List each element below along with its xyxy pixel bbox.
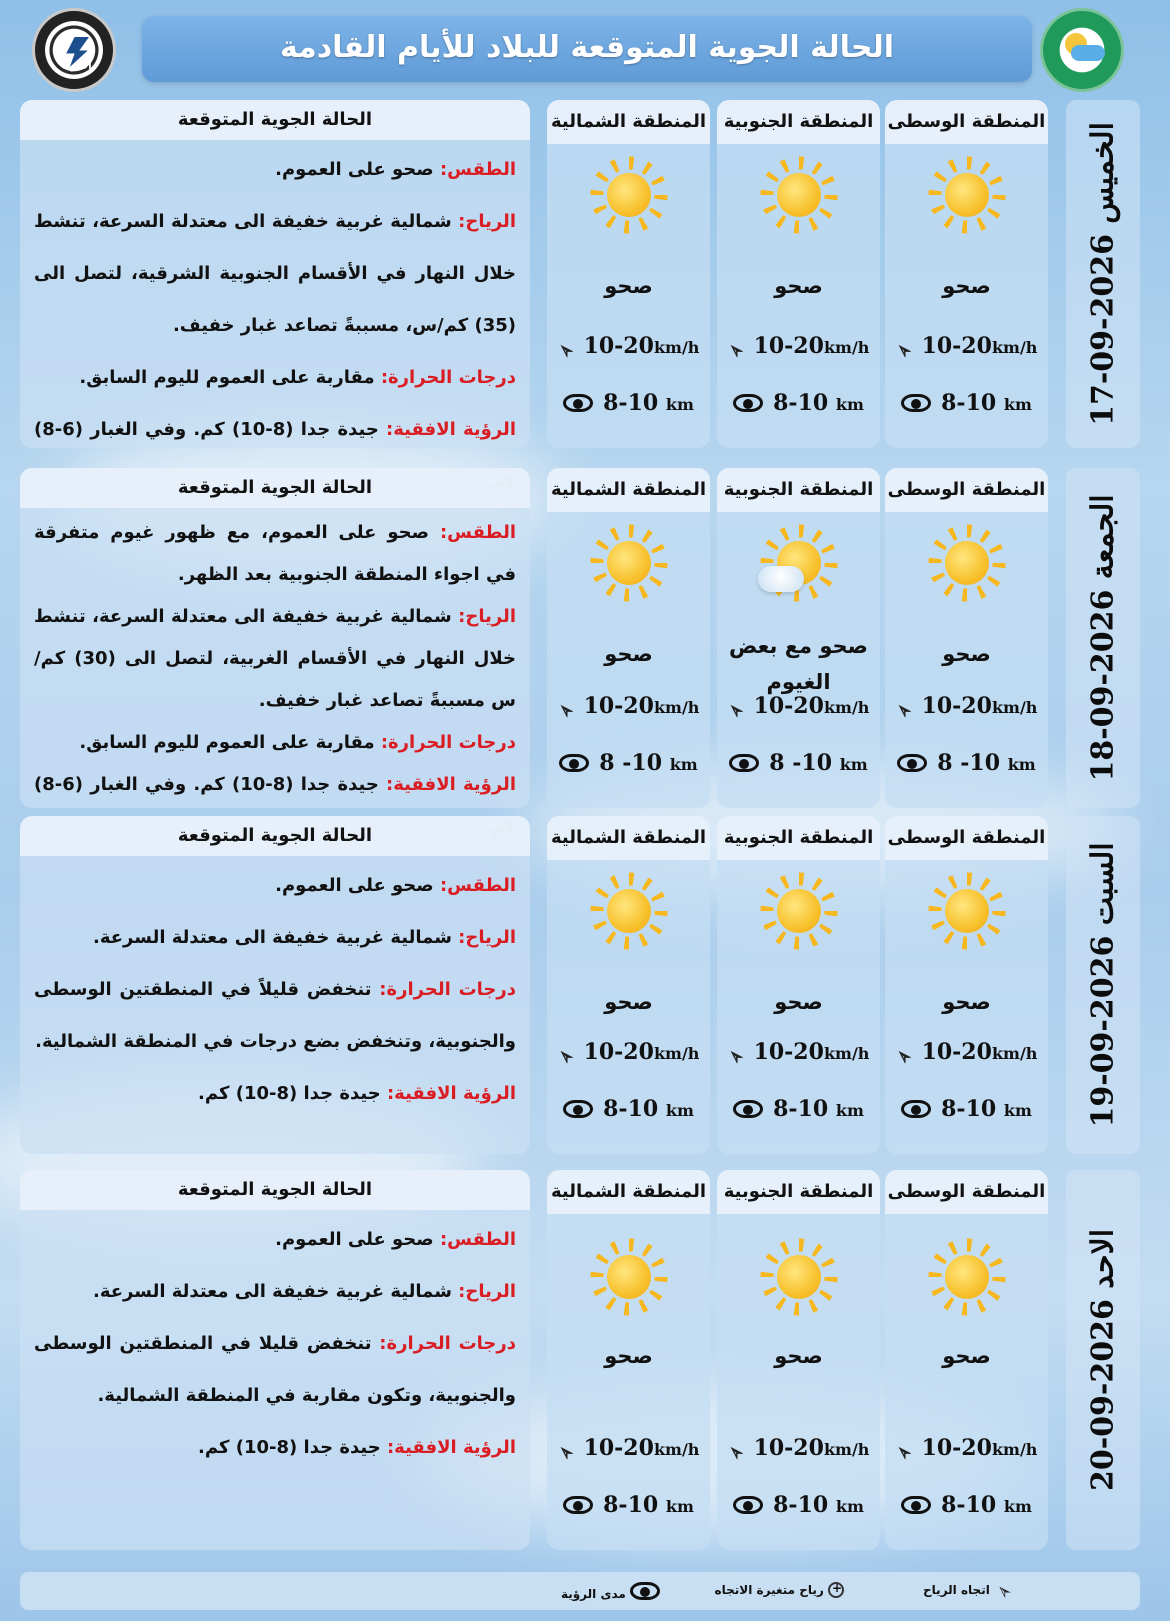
wind-arrow-icon (728, 335, 746, 353)
wind-arrow-icon (728, 1437, 746, 1455)
forecast-paragraph: درجات الحرارة: مقاربة على العموم لليوم السابق. (79, 367, 516, 388)
wind-speed: ➢10-20km/h (547, 693, 710, 719)
sun-icon (590, 1238, 668, 1316)
forecast-paragraph: الطقس: صحو على العموم، مع ظهور غيوم متفرقة في اجواء المنطقة الجنوبية بعد الظهر. (34, 522, 516, 585)
region-title: المنطقة الشمالية (547, 816, 710, 860)
wind-speed: ➢10-20km/h (717, 1435, 880, 1461)
region-northern (547, 1170, 710, 1550)
forecast-paragraph: الرياح: شمالية غربية خفيفة الى معتدلة السرعة. (93, 927, 516, 948)
visibility: 8-10 km (717, 1492, 880, 1518)
wind-arrow-icon (896, 1437, 914, 1455)
forecast-paragraph: الطقس: صحو على العموم. (275, 1229, 516, 1250)
eye-icon (901, 394, 931, 412)
condition-text: صحو (942, 642, 991, 666)
wind-arrow-icon (558, 1041, 576, 1059)
visibility: 8-10 km (885, 1096, 1048, 1122)
forecast-paragraph: الرياح: شمالية غربية خفيفة الى معتدلة السرعة، تنشط خلال النهار في الأقسام الغربية، لتصل الى (30) كم/س مسببةً تصاعد غبار خفيف. (34, 606, 517, 711)
region-title: المنطقة الشمالية (547, 1170, 710, 1214)
visibility: 8-10 km (547, 1492, 710, 1518)
eye-icon (733, 394, 763, 412)
eye-icon (901, 1100, 931, 1118)
wind-arrow-icon (558, 695, 576, 713)
date-label: الجمعة 2026-09-18 (1066, 468, 1140, 808)
legend (20, 1572, 1140, 1610)
sun-icon (928, 1238, 1006, 1316)
region-southern (717, 816, 880, 1154)
condition-text: صحو (774, 274, 823, 298)
logo-cloud-icon (1071, 45, 1105, 61)
description-title: الحالة الجوية المتوقعة (20, 468, 530, 508)
forecast-paragraph: درجات الحرارة: تنخفض قليلا في المنطقتين الوسطى والجنوبية، وتكون مقاربة في المنطقة الشمالية. (34, 1333, 517, 1406)
region-title: المنطقة الشمالية (547, 468, 710, 512)
forecast-description (20, 468, 530, 808)
day-block (20, 468, 1140, 808)
eye-icon (897, 754, 927, 772)
eye-icon (630, 1582, 660, 1600)
sun-icon (928, 524, 1006, 602)
region-title: المنطقة الوسطى (885, 100, 1048, 144)
logo-text: الأنواء (62, 61, 92, 72)
region-southern (717, 468, 880, 808)
eye-icon (563, 1100, 593, 1118)
region-central (885, 1170, 1048, 1550)
forecast-paragraph: الرؤية الافقية: جيدة جدا (8-10) كم. وفي الغبار (6-8) (34, 774, 516, 795)
visibility: 8 -10 km (885, 750, 1048, 776)
description-title: الحالة الجوية المتوقعة (20, 816, 530, 856)
eye-icon (901, 1496, 931, 1514)
visibility: 8 -10 km (717, 750, 880, 776)
eye-icon (729, 754, 759, 772)
wind-speed: ➢10-20km/h (885, 1435, 1048, 1461)
wind-arrow-icon (558, 335, 576, 353)
wind-speed: ➢10-20km/h (547, 333, 710, 359)
condition-text: صحو (604, 642, 653, 666)
region-title: المنطقة الشمالية (547, 100, 710, 144)
visibility: 8-10 km (885, 390, 1048, 416)
region-title: المنطقة الوسطى (885, 468, 1048, 512)
forecast-paragraph: الطقس: صحو على العموم. (275, 159, 516, 180)
sun-icon (760, 872, 838, 950)
sun-icon (928, 872, 1006, 950)
region-central (885, 468, 1048, 808)
region-southern (717, 100, 880, 448)
day-block (20, 816, 1140, 1154)
sun-icon (590, 872, 668, 950)
forecast-paragraph: الطقس: صحو على العموم. (275, 875, 516, 896)
eye-icon (733, 1496, 763, 1514)
wind-speed: ➢10-20km/h (717, 333, 880, 359)
condition-text: صحو (942, 274, 991, 298)
description-title: الحالة الجوية المتوقعة (20, 1170, 530, 1210)
sun-icon (928, 156, 1006, 234)
compass-icon (828, 1582, 844, 1598)
region-northern (547, 816, 710, 1154)
wind-speed: ➢10-20km/h (547, 1039, 710, 1065)
forecast-paragraph: درجات الحرارة: تنخفض قليلاً في المنطقتين الوسطى والجنوبية، وتنخفض بضع درجات في المنطقة الشمالية. (34, 979, 517, 1052)
forecast-paragraph: الرؤية الافقية: جيدة جدا (8-10) كم. وفي الغبار (6-8) (34, 419, 516, 440)
condition-text: صحو (774, 990, 823, 1014)
visibility: 8-10 km (885, 1492, 1048, 1518)
condition-text: صحو (942, 990, 991, 1014)
forecast-description (20, 100, 530, 448)
condition-text: صحو (604, 274, 653, 298)
wind-speed: ➢10-20km/h (547, 1435, 710, 1461)
region-northern (547, 100, 710, 448)
eye-icon (559, 754, 589, 772)
eye-icon (563, 1496, 593, 1514)
condition-text: صحو (942, 1344, 991, 1368)
region-title: المنطقة الجنوبية (717, 1170, 880, 1214)
legend-wind-direction: ➢ اتجاه الرياح (923, 1582, 1020, 1600)
condition-text: صحو (604, 990, 653, 1014)
sun-icon (760, 156, 838, 234)
meteorology-logo (32, 8, 116, 92)
wind-speed: ➢10-20km/h (885, 1039, 1048, 1065)
eye-icon (733, 1100, 763, 1118)
date-label: السبت 2026-09-19 (1066, 816, 1140, 1154)
visibility: 8-10 km (547, 390, 710, 416)
wind-speed: ➢10-20km/h (717, 693, 880, 719)
region-northern (547, 468, 710, 808)
wind-arrow-icon (558, 1437, 576, 1455)
forecast-paragraph: الرياح: شمالية غربية خفيفة الى معتدلة السرعة، تنشط خلال النهار في الأقسام الجنوبية الشرقية، لتصل الى (35) كم/س، مسببةً تصاعد غبار خفيف. (34, 211, 516, 336)
region-title: المنطقة الجنوبية (717, 468, 880, 512)
forecast-description (20, 816, 530, 1154)
forecast-paragraph: الرؤية الافقية: جيدة جدا (8-10) كم. (198, 1083, 516, 1104)
date-label: الاحد 2026-09-20 (1066, 1170, 1140, 1550)
visibility: 8-10 km (547, 1096, 710, 1122)
wind-arrow-icon (896, 335, 914, 353)
sun-icon (590, 524, 668, 602)
region-central (885, 100, 1048, 448)
visibility: 8-10 km (717, 390, 880, 416)
wind-speed: ➢10-20km/h (717, 1039, 880, 1065)
forecast-paragraph: درجات الحرارة: مقاربة على العموم لليوم السابق. (79, 732, 516, 753)
sun-cloud-icon (760, 524, 838, 602)
wind-arrow-icon (728, 695, 746, 713)
legend-variable-wind: + رياح متغيرة الاتجاه (715, 1582, 850, 1598)
day-block (20, 1170, 1140, 1550)
wind-arrow-icon (994, 1582, 1012, 1600)
legend-visibility: مدى الرؤية (561, 1582, 670, 1601)
forecast-description (20, 1170, 530, 1550)
sun-icon (590, 156, 668, 234)
date-label: الخميس 2026-09-17 (1066, 100, 1140, 448)
region-title: المنطقة الوسطى (885, 1170, 1048, 1214)
page-title: الحالة الجوية المتوقعة للبلاد للأيام القادمة (142, 16, 1032, 82)
visibility: 8-10 km (717, 1096, 880, 1122)
sun-icon (760, 1238, 838, 1316)
region-title: المنطقة الوسطى (885, 816, 1048, 860)
condition-text: صحو (774, 1344, 823, 1368)
condition-text: صحو (604, 1344, 653, 1368)
region-title: المنطقة الجنوبية (717, 100, 880, 144)
wind-speed: ➢10-20km/h (885, 693, 1048, 719)
wind-speed: ➢10-20km/h (885, 333, 1048, 359)
forecast-paragraph: الرؤية الافقية: جيدة جدا (8-10) كم. (198, 1437, 516, 1458)
forecast-paragraph: الرياح: شمالية غربية خفيفة الى معتدلة السرعة. (93, 1281, 516, 1302)
region-central (885, 816, 1048, 1154)
region-southern (717, 1170, 880, 1550)
wind-arrow-icon (896, 1041, 914, 1059)
description-title: الحالة الجوية المتوقعة (20, 100, 530, 140)
ministry-logo (1040, 8, 1124, 92)
wind-arrow-icon (896, 695, 914, 713)
cloud-icon (758, 566, 804, 592)
condition-text: صحو مع بعض الغيوم (729, 634, 868, 694)
eye-icon (563, 394, 593, 412)
wind-arrow-icon (728, 1041, 746, 1059)
region-title: المنطقة الجنوبية (717, 816, 880, 860)
day-block (20, 100, 1140, 448)
visibility: 8 -10 km (547, 750, 710, 776)
